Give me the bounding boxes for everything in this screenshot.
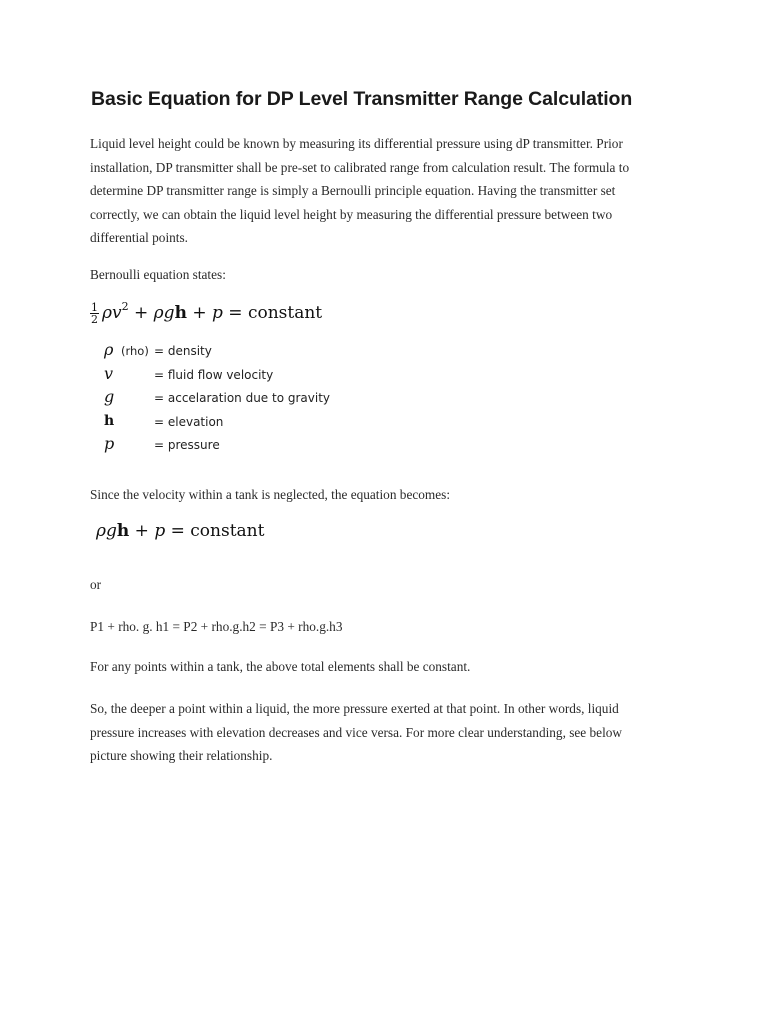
pressure-equation: P1 + rho. g. h1 = P2 + rho.g.h2 = P3 + rho.g.h3 (90, 619, 343, 634)
or-text: or (90, 577, 102, 592)
intro-paragraph (90, 132, 690, 250)
fraction-numerator: 1 (91, 301, 98, 314)
rho-v-term: ρv (102, 303, 122, 323)
bernoulli-equation (90, 300, 322, 325)
rho-note: (rho) (121, 344, 149, 358)
fraction-denominator: 2 (91, 313, 98, 326)
rho-symbol: ρ (104, 340, 114, 359)
pressure-symbol: p (104, 434, 115, 453)
plus-sign: + (129, 521, 155, 541)
points-paragraph: For any points within a tank, the above total elements shall be constant. (90, 659, 471, 674)
constant-word: constant (190, 521, 265, 541)
constant-word: constant (247, 303, 323, 323)
equals-sign: = (222, 303, 248, 323)
velocity-symbol: v (104, 363, 114, 383)
plus-sign: + (128, 303, 154, 323)
definition-text: = density (154, 344, 212, 358)
rho-g-term: ρg (96, 521, 117, 541)
deeper-line: So, the deeper a point within a liquid, the more pressure exerted at that point. In other words, liquid (90, 701, 619, 716)
page-title: Basic Equation for DP Level Transmitter Range Calculation (91, 88, 633, 110)
squared-exponent: 2 (121, 300, 129, 313)
pressure-symbol: p (154, 521, 166, 541)
one-half-fraction (90, 302, 99, 325)
gravity-symbol: g (104, 387, 115, 406)
definition-text: = pressure (154, 438, 220, 452)
definition-text: = elevation (154, 414, 224, 429)
plus-sign: + (186, 303, 212, 323)
elevation-symbol: h (174, 303, 187, 323)
pressure-symbol: p (212, 303, 223, 323)
bernoulli-intro: Bernoulli equation states: (90, 267, 226, 282)
definition-text: = accelaration due to gravity (154, 391, 331, 405)
simplified-equation (96, 521, 264, 541)
deeper-line: picture showing their relationship. (90, 748, 273, 763)
intro-line: correctly, we can obtain the liquid level height by measuring the differential pressure between two (90, 206, 613, 222)
deeper-paragraph (90, 697, 690, 768)
elevation-symbol: h (104, 412, 115, 429)
deeper-line: pressure increases with elevation decreases and vice versa. For more clear understanding, see below (90, 724, 623, 740)
velocity-paragraph: Since the velocity within a tank is neglected, the equation becomes: (90, 487, 451, 502)
definition-text: = fluid flow velocity (154, 367, 274, 382)
rho-g-term: ρg (153, 303, 175, 323)
elevation-symbol: h (116, 521, 130, 541)
equals-sign: = (165, 521, 191, 541)
intro-line: installation, DP transmitter shall be pre-set to calibrated range from calculation result. The formula to (90, 159, 630, 175)
intro-line: determine DP transmitter range is simply a Bernoulli principle equation. Having the transmitter set (90, 183, 616, 198)
intro-line: differential points. (90, 230, 188, 245)
intro-line: Liquid level height could be known by measuring its differential pressure using dP transmitter. Prior (90, 136, 623, 151)
